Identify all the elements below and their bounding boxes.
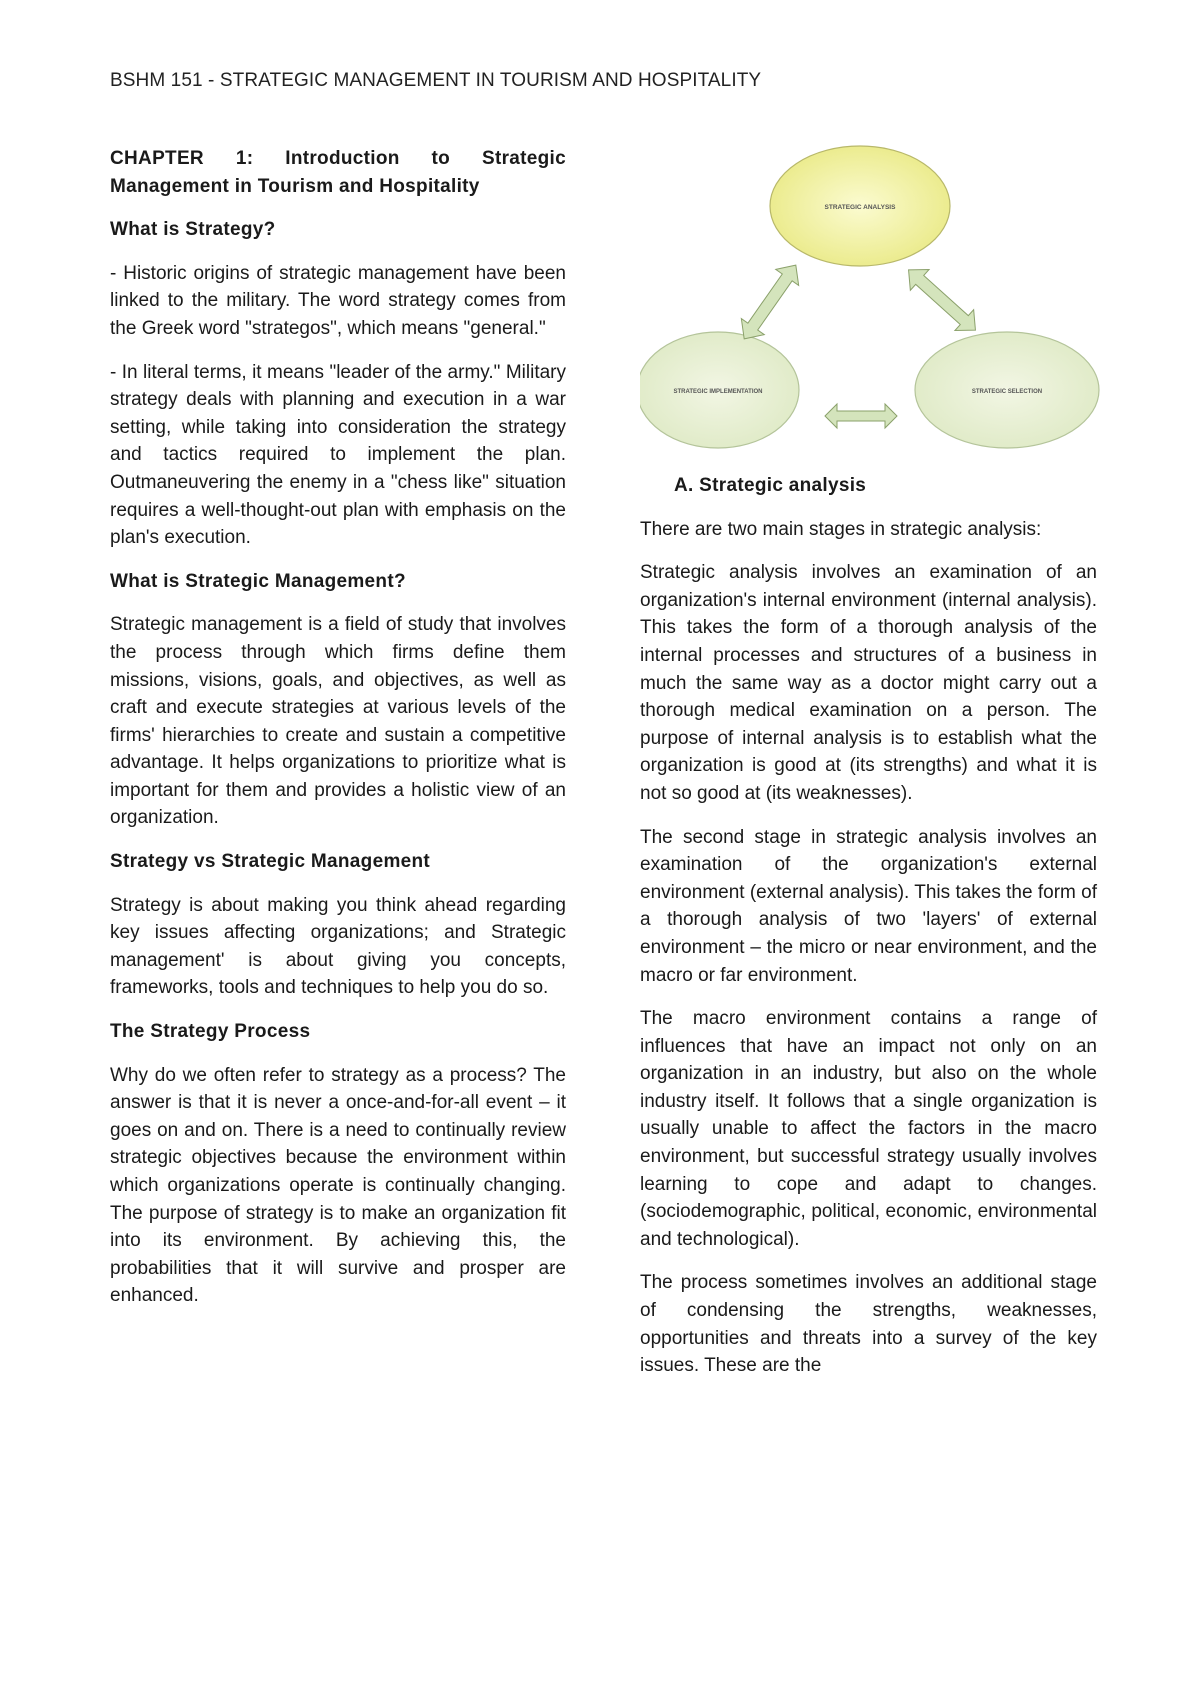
paragraph: The process sometimes involves an additional stage of condensing the strengths, weaknesses, opportunities and threats into a survey of the key issues. These are the xyxy=(640,1272,1097,1377)
double-arrow-bottom-icon xyxy=(825,404,897,428)
paragraph: - In literal terms, it means "leader of the army." Military strategy deals with planning and execution in a war setting, while taking into consideration the strategy and tactics required to implement the plan. Outmaneuvering the enemy in a "chess like" situation requires a well-thought-out plan with emphasis on the plan's execution. xyxy=(110,361,566,549)
strategic-implementation-label: STRATEGIC IMPLEMENTATION xyxy=(673,389,763,395)
paragraph: Why do we often refer to strategy as a process? The answer is that it is never a once-and-for-all event – it goes on and on. There is a need to continually review strategic objectives because the environment within which organizations operate is continually changing. The purpose of strategy is to make an organization fit into its environment. By achieving this, the probabilities that it will survive and prosper are enhanced. xyxy=(110,1064,566,1307)
page-header: BSHM 151 - STRATEGIC MANAGEMENT IN TOURISM AND HOSPITALITY xyxy=(110,70,762,91)
paragraph: - Historic origins of strategic management have been linked to the military. The word strategy comes from the Greek word "strategos", which means "general." xyxy=(110,262,566,339)
strategy-cycle-diagram xyxy=(640,140,1100,460)
strategic-analysis-label: STRATEGIC ANALYSIS xyxy=(824,204,896,211)
paragraph: Strategic analysis involves an examination of an organization's internal environment (internal analysis). This takes the form of a thorough analysis of the internal processes and structures of a business in much the same way as a doctor might carry out a thorough medical examination on a person. The purpose of internal analysis is to establish what the organization is good at (its strengths) and what it is not so good at (its weaknesses). xyxy=(640,562,1097,804)
heading-strategy-vs-strategic-management: Strategy vs Strategic Management xyxy=(110,851,431,873)
double-arrow-left-icon xyxy=(733,257,808,347)
paragraph: There are two main stages in strategic analysis: xyxy=(640,518,1042,540)
heading-strategic-analysis: A. Strategic analysis xyxy=(674,475,867,496)
heading-what-is-strategy: What is Strategy? xyxy=(110,219,276,241)
paragraph: Strategic management is a field of study that involves the process through which firms define them missions, visions, goals, and objectives, as well as craft and execute strategies at various levels of the firms' hierarchies to create and sustain a competitive advantage. It helps organizations to prioritize what is important for them and provides a holistic view of an organization. xyxy=(110,614,566,829)
paragraph: The macro environment contains a range of influences that have an impact not only on an organization in an industry, but also on the whole industry itself. It follows that a single organization is usually unable to affect the factors in the macro environment, but successful strategy usually involves learning to cope and adapt to changes. (sociodemographic, political, economic, environmental and technological). xyxy=(640,1008,1097,1250)
heading-what-is-strategic-management: What is Strategic Management? xyxy=(110,570,406,592)
paragraph: The second stage in strategic analysis involves an examination of the organization's external environment (external analysis). This takes the form of a thorough analysis of two 'layers' of external environment – the micro or near environment, and the macro or far environment. xyxy=(640,826,1097,986)
right-column xyxy=(640,472,1097,1396)
strategic-selection-label: STRATEGIC SELECTION xyxy=(971,389,1043,395)
double-arrow-right-icon xyxy=(899,259,985,340)
left-column xyxy=(110,145,566,1326)
heading-strategy-process: The Strategy Process xyxy=(110,1021,311,1043)
chapter-title: CHAPTER 1: Introduction to Strategic Management in Tourism and Hospitality xyxy=(110,148,566,197)
paragraph: Strategy is about making you think ahead regarding key issues affecting organizations; and Strategic management' is about giving you concepts, frameworks, tools and techniques to help you do so. xyxy=(110,894,566,999)
